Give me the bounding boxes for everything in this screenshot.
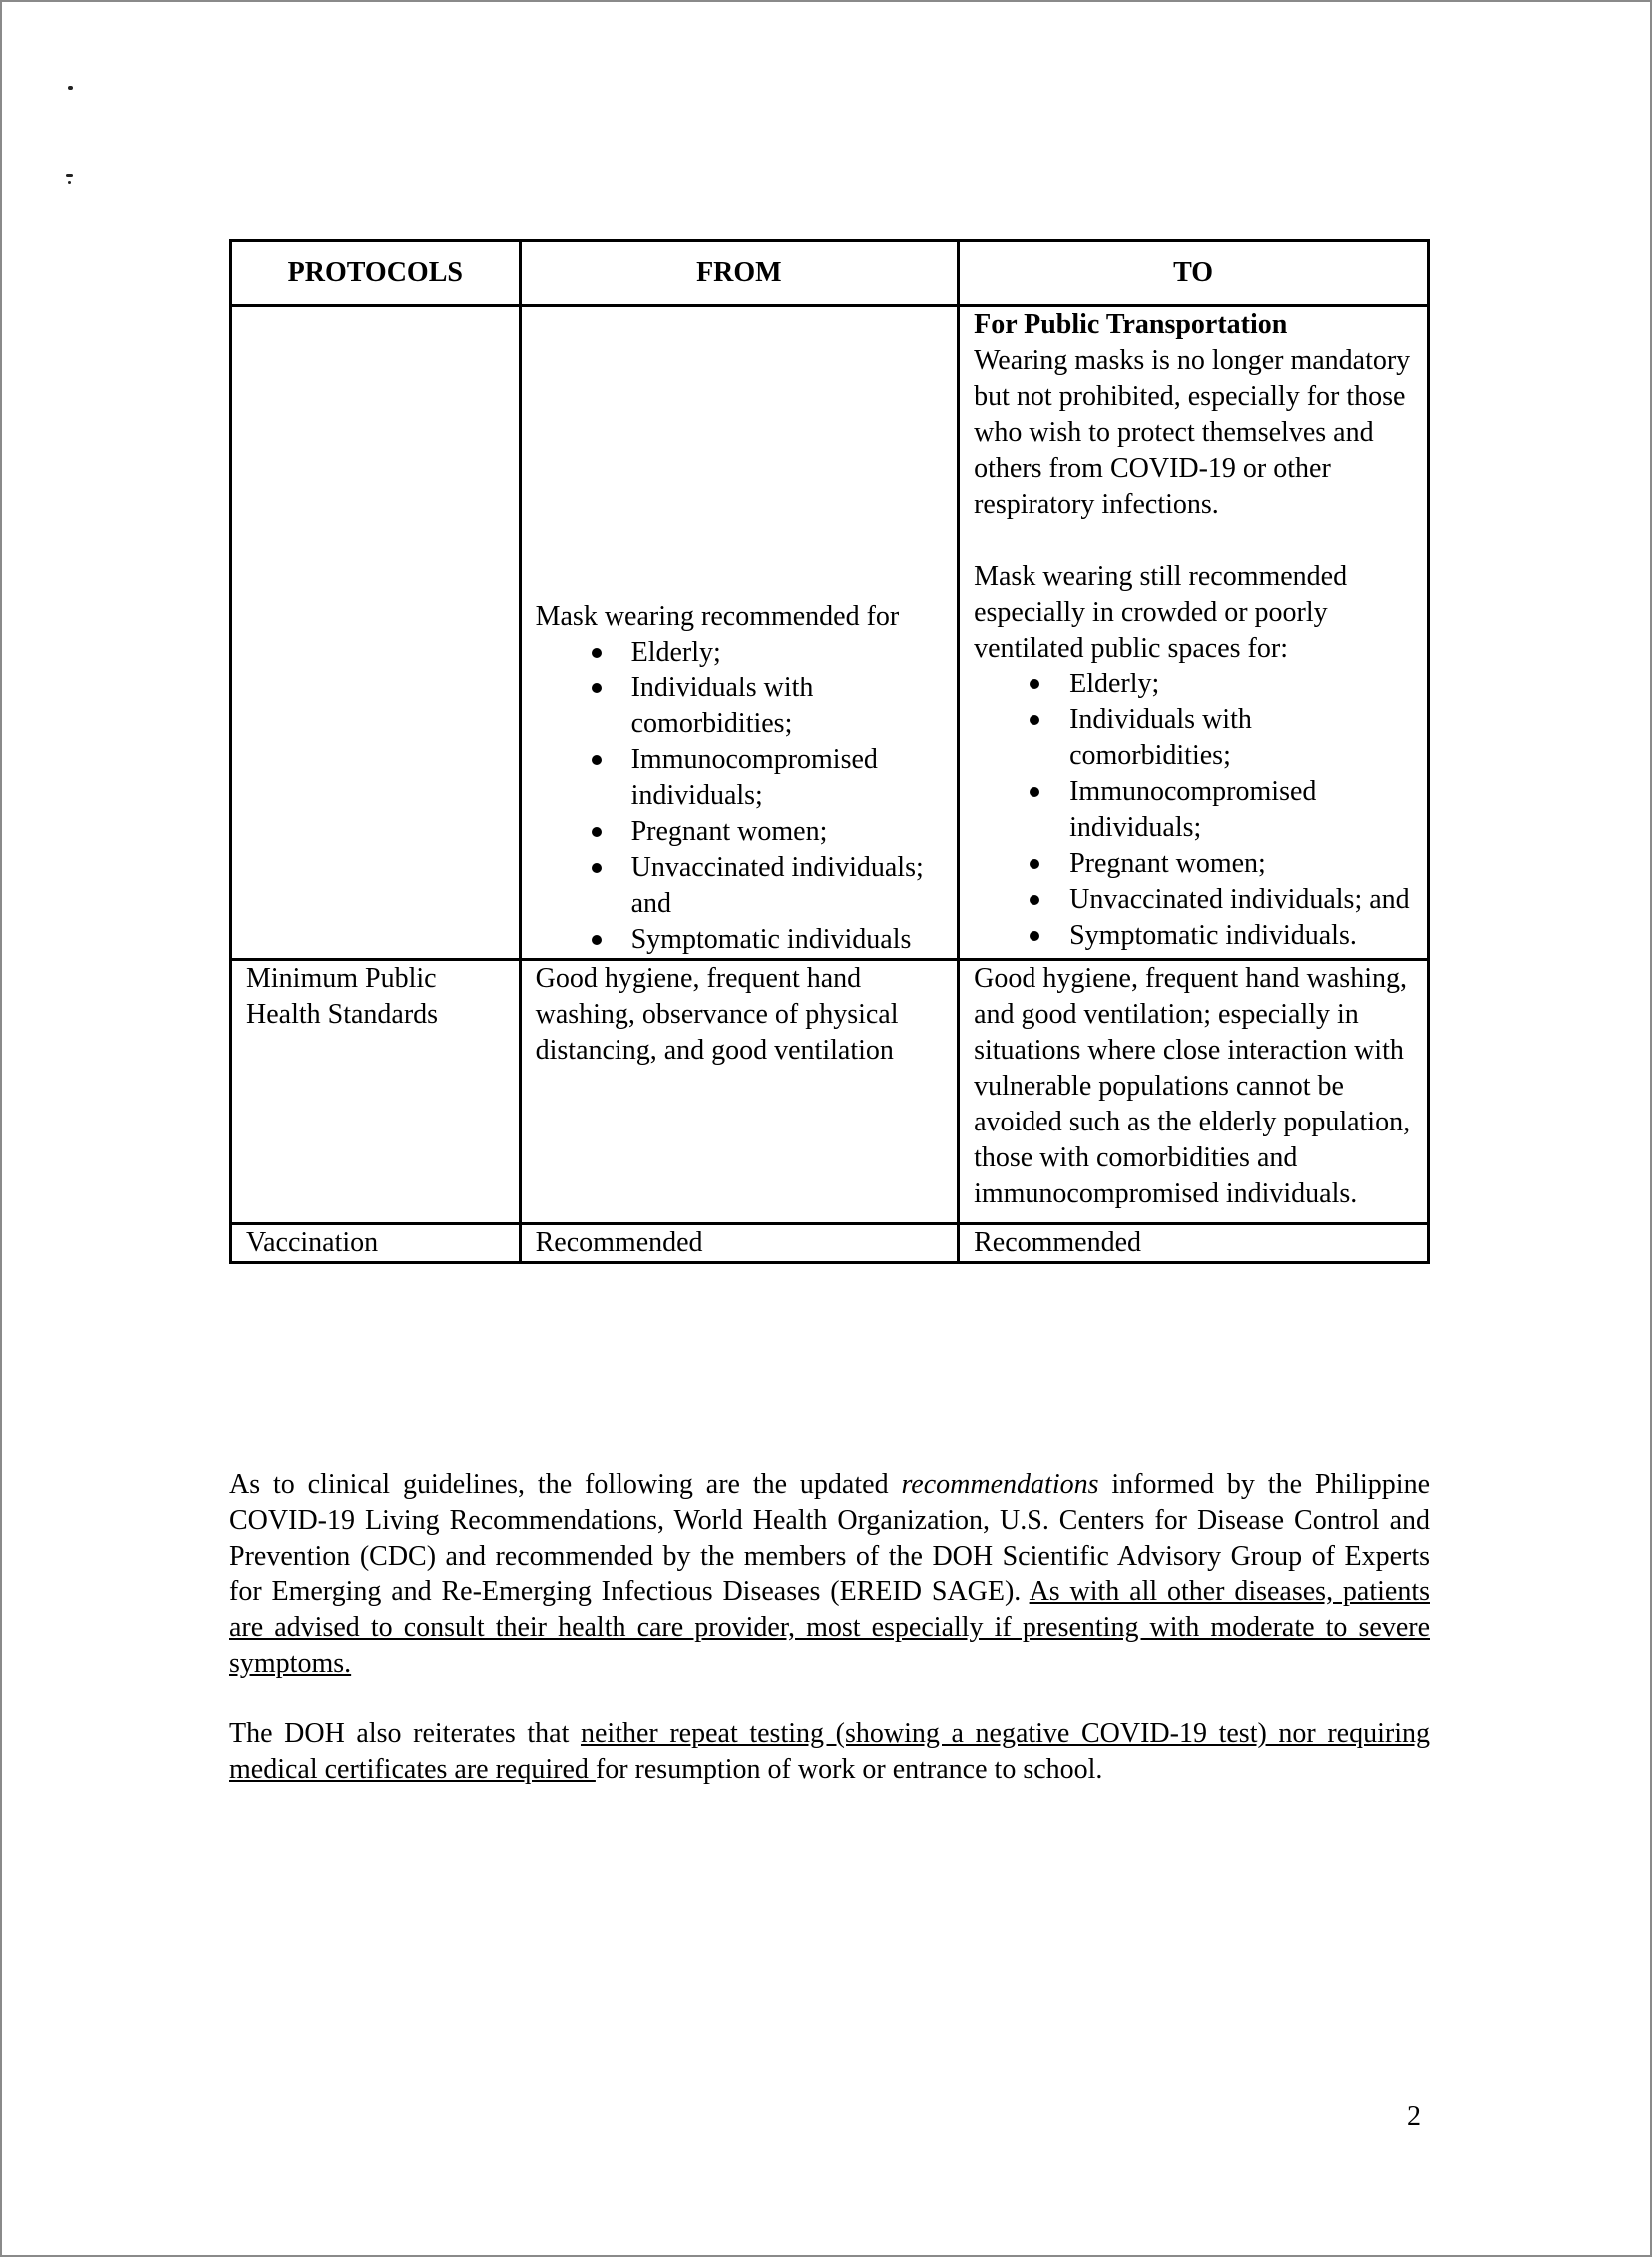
emphasized-text: recommendations: [901, 1469, 1099, 1500]
vaccination-protocol-cell: Vaccination: [231, 1224, 521, 1263]
mask-to-cell: [959, 306, 1429, 960]
page-number: 2: [1407, 2101, 1421, 2132]
table-row-vaccination: [231, 1224, 1429, 1263]
clinical-guidelines-paragraph: [229, 1467, 1430, 1682]
header-to: TO: [959, 241, 1429, 306]
scan-mark: [68, 181, 71, 184]
list-item: Immunocompromised individuals;: [1069, 774, 1413, 846]
public-transportation-text: Wearing masks is no longer mandatory but not prohibited, especially for those who wish to protect themselves and others from COVID-19 or other respiratory infections.: [974, 345, 1411, 520]
list-item: Unvaccinated individuals; and: [631, 850, 943, 922]
mph-protocol-cell: Minimum Public Health Standards: [231, 960, 521, 1224]
table-row-mask-wearing: [231, 306, 1429, 960]
testing-reiteration-paragraph: [229, 1716, 1430, 1788]
vaccination-from-cell: Recommended: [520, 1224, 958, 1263]
list-item: Elderly;: [1069, 667, 1413, 702]
header-from: FROM: [520, 241, 958, 306]
spacer: [974, 523, 1413, 559]
table-row-minimum-public-health-standards: [231, 960, 1429, 1224]
list-item: Immunocompromised individuals;: [631, 742, 943, 814]
mask-from-list: [536, 635, 943, 958]
paragraph-text: As to clinical guidelines, the following are the updated: [229, 1469, 902, 1500]
table-header-row: [231, 241, 1429, 306]
scan-mark: [68, 86, 73, 90]
underlined-text: neither repeat testing (showing a negative COVID-19 test) nor requiring medical certificates are required: [229, 1718, 1430, 1785]
list-item: Individuals with comorbidities;: [631, 671, 943, 742]
list-item: Symptomatic individuals.: [1069, 918, 1413, 954]
mask-from-cell: [520, 306, 958, 960]
list-item: Unvaccinated individuals; and: [1069, 882, 1413, 918]
list-item: Individuals with comorbidities;: [1069, 702, 1413, 774]
public-transportation-heading: For Public Transportation: [974, 309, 1288, 340]
protocols-table: [229, 239, 1430, 1264]
mask-to-list: [974, 667, 1413, 954]
mph-to-cell: Good hygiene, frequent hand washing, and good ventilation; especially in situations where close interaction with vulnerable populations cannot be avoided such as the elderly population, those with comorbidities and immunocompromised individuals.: [959, 960, 1429, 1224]
scan-mark: [66, 174, 73, 177]
mph-from-cell: Good hygiene, frequent hand washing, observance of physical distancing, and good ventilation: [520, 960, 958, 1224]
underlined-text: As with all other diseases, patients are advised to consult their health care provider, most especially if presenting with moderate to severe symptoms.: [229, 1577, 1430, 1679]
paragraph-text: The DOH also reiterates that: [229, 1718, 581, 1749]
vaccination-to-cell: Recommended: [959, 1224, 1429, 1263]
mask-to-intro: Mask wearing still recommended especially in crowded or poorly ventilated public spaces for:: [974, 561, 1348, 664]
list-item: Elderly;: [631, 635, 943, 671]
mask-protocol-cell: [231, 306, 521, 960]
mask-from-intro: Mask wearing recommended for: [535, 601, 900, 632]
header-protocols: PROTOCOLS: [231, 241, 521, 306]
list-item: Pregnant women;: [1069, 846, 1413, 882]
paragraph-text: informed by the Philippine COVID-19 Living Recommendations, World Health Organization, U.S. Centers for Disease Control and Prevention (CDC) and recommended by the members of the DOH Scientific Advisory Group of Experts for Emerging and Re-Emerging Infectious Diseases (EREID SAGE).: [229, 1469, 1430, 1607]
list-item: Symptomatic individuals: [631, 922, 943, 958]
paragraph-text: for resumption of work or entrance to school.: [595, 1754, 1103, 1785]
list-item: Pregnant women;: [631, 814, 943, 850]
